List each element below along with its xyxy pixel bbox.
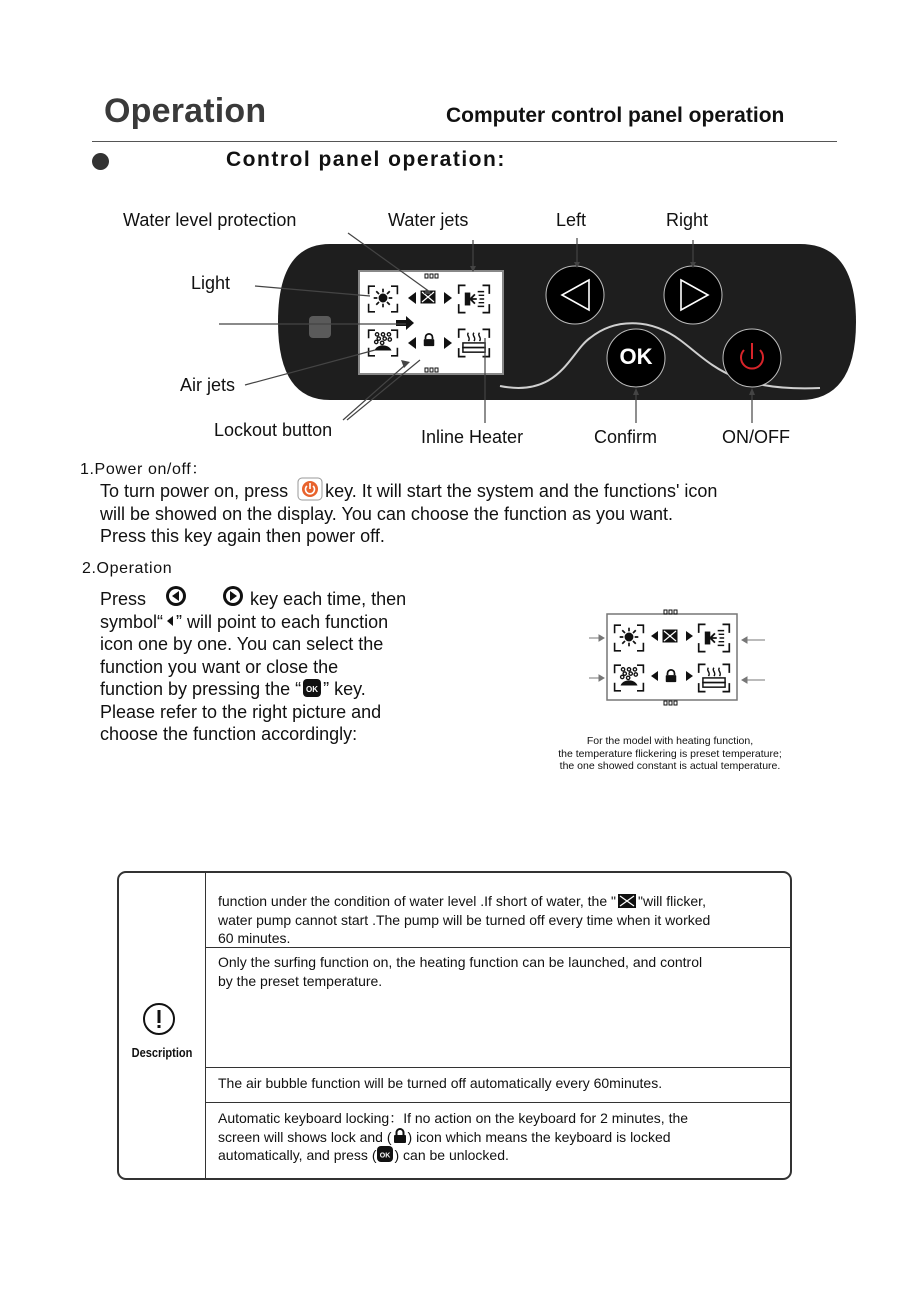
description-row-keyboard-lock [218, 1109, 788, 1165]
svg-text:OK: OK [306, 685, 319, 695]
warning-icon [142, 1002, 176, 1036]
row4-text-a: Automatic keyboard locking：If no action on the keyboard for 2 minutes, the [218, 1110, 689, 1126]
left-button [546, 266, 604, 324]
description-column-divider [205, 873, 206, 1178]
power-heading: 1.Power on/off： [80, 461, 208, 478]
power-paragraph [100, 480, 820, 548]
row2-text-a: Only the surfing function on, the heating function can be launched, and control [218, 954, 703, 970]
description-table [117, 871, 792, 1180]
svg-text:OK: OK [380, 1152, 391, 1160]
label-water-jets: Water jets [388, 210, 469, 230]
section-title: Control panel operation: [226, 148, 506, 171]
lock-icon [392, 1127, 408, 1145]
row1-text-d: 60 minutes. [218, 930, 291, 946]
page-subtitle: Computer control panel operation [446, 104, 785, 127]
label-confirm: Confirm [594, 427, 658, 447]
label-light: Light [191, 273, 231, 293]
caption-line3: the one showed constant is actual temperature. [559, 760, 781, 772]
label-air-jets: Air jets [180, 375, 236, 395]
operation-line5-b: ” key. [323, 679, 366, 699]
label-on-off: ON/OFF [722, 427, 790, 447]
operation-line7: choose the function accordingly: [100, 724, 358, 744]
operation-line1-a: Press [100, 589, 147, 609]
operation-line4: function you want or close the [100, 656, 339, 677]
row-divider-3 [205, 1102, 790, 1103]
operation-line2-b: ” will point to each function [176, 611, 389, 632]
ok-button-label: OK [619, 344, 653, 369]
operation-line2-a: symbol“ [100, 611, 164, 632]
lcd-display [359, 271, 503, 374]
display-illustration [585, 608, 775, 708]
caption-line2: the temperature flickering is preset temperature; [558, 747, 782, 760]
operation-heading: 2.Operation [82, 560, 173, 577]
label-lockout-button: Lockout button [214, 420, 333, 440]
right-button [664, 266, 722, 324]
power-button [723, 329, 781, 387]
power-line1-b: key. It will start the system and the functions' icon [325, 481, 718, 501]
label-water-level-protection: Water level protection [123, 210, 297, 230]
description-row-air-bubble: The air bubble function will be turned off automatically every 60minutes. [218, 1075, 663, 1091]
ok-key-icon-small [376, 1145, 394, 1163]
row4-text-d: automatically, and press ( [218, 1147, 377, 1163]
ok-key-icon [302, 678, 322, 698]
description-label: Description [131, 1045, 193, 1060]
row1-text-a: function under the condition of water level .If short of water, the " [218, 893, 616, 909]
pointer-arrow-icon [165, 615, 175, 627]
power-line3: Press this key again then power off. [100, 526, 385, 546]
description-row-heating [218, 953, 788, 990]
operation-line5-a: function by pressing the “ [100, 679, 302, 699]
power-line2: will be showed on the display. You can choose the function as you want. [100, 503, 674, 524]
right-key-icon [222, 585, 244, 607]
page-title: Operation [104, 92, 267, 130]
row4-text-b: screen will shows lock and ( [218, 1128, 392, 1145]
label-inline-heater: Inline Heater [421, 427, 524, 447]
row4-text-c: ) icon which means the keyboard is locked [407, 1128, 671, 1145]
operation-paragraph [100, 588, 460, 746]
operation-line3: icon one by one. You can select the [100, 634, 384, 654]
row1-text-b: "will flicker, [637, 893, 706, 909]
row1-text-c: water pump cannot start .The pump will be turned off every time when it worked [218, 911, 711, 928]
power-key-icon [297, 477, 323, 501]
operation-line1-b: key each time, then [250, 589, 407, 609]
operation-line6: Please refer to the right picture and [100, 701, 382, 722]
water-level-sensor [309, 316, 331, 338]
row2-text-b: by the preset temperature. [218, 972, 383, 989]
display-caption [530, 735, 810, 773]
left-key-icon [165, 585, 187, 607]
control-panel-diagram [0, 0, 919, 460]
caption-line1: For the model with heating function, [586, 735, 754, 747]
label-left: Left [556, 210, 587, 230]
power-line1-a: To turn power on, press [100, 481, 289, 501]
row-divider-2 [205, 1067, 790, 1068]
row4-text-e: ) can be unlocked. [394, 1147, 509, 1163]
label-right: Right [666, 210, 709, 230]
water-level-icon [617, 893, 637, 909]
description-row-water-level [218, 892, 788, 948]
